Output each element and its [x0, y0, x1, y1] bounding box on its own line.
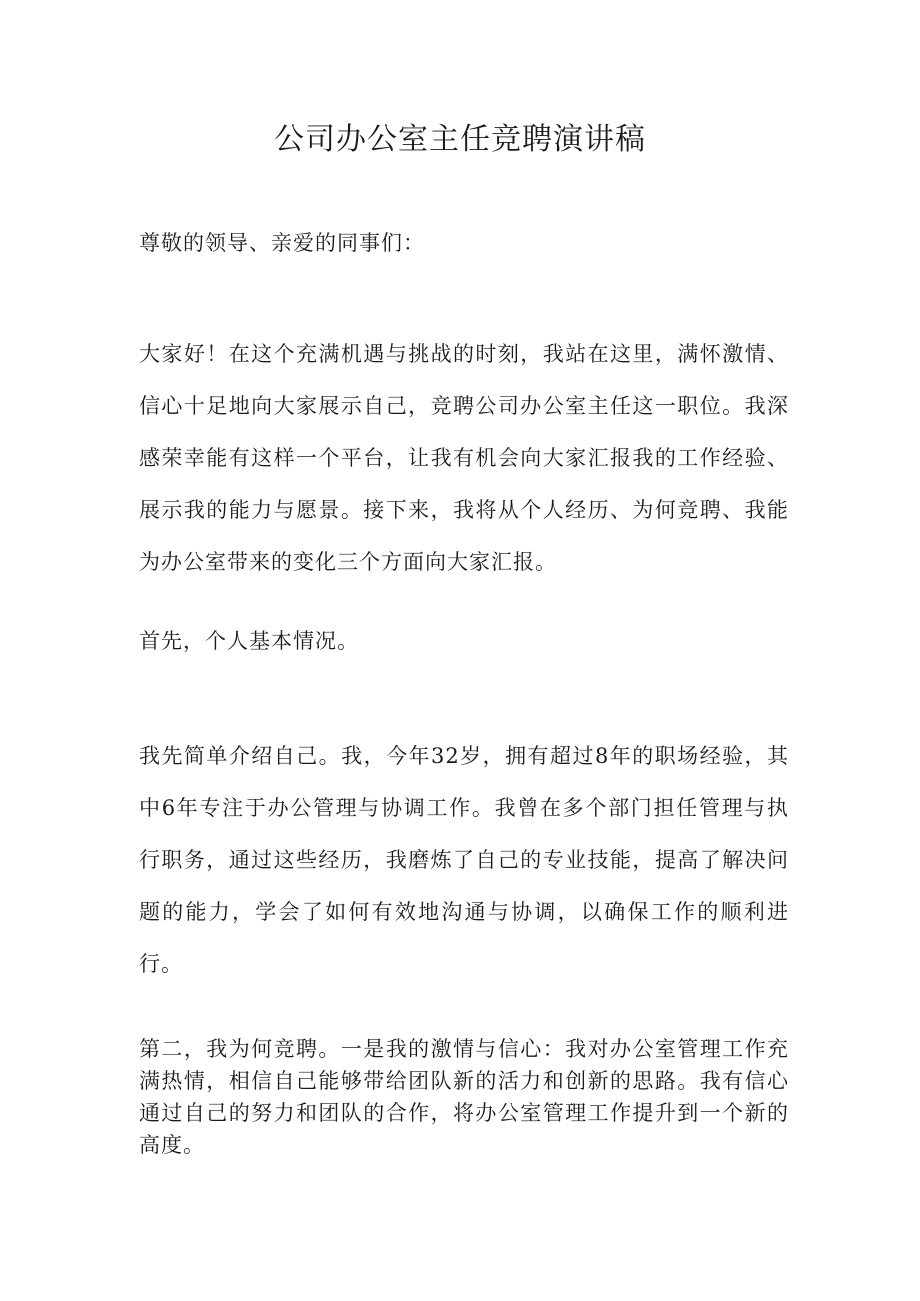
greeting-paragraph: 尊敬的领导、亲爱的同事们： — [139, 231, 425, 255]
personal-info-paragraph: 我先简单介绍自己。我，今年32岁，拥有超过8年的职场经验，其中6年专注于办公管理与协调工作。我曾在多个部门担任管理与执行职务，通过这些经历，我磨炼了自己的专业技能，提高了解决问题的能力，学会了如何有效地沟通与协调，以确保工作的顺利进行。 — [139, 744, 789, 976]
document-title: 公司办公室主任竞聘演讲稿 — [274, 122, 646, 157]
why-compete-paragraph: 第二，我为何竞聘。一是我的激情与信心：我对办公室管理工作充满热情，相信自己能够带给团队新的活力和创新的思路。我有信心通过自己的努力和团队的合作，将办公室管理工作提升到一个新的高度。 — [139, 1037, 789, 1157]
intro-paragraph: 大家好！在这个充满机遇与挑战的时刻，我站在这里，满怀激情、信心十足地向大家展示自己，竞聘公司办公室主任这一职位。我深感荣幸能有这样一个平台，让我有机会向大家汇报我的工作经验、展示我的能力与愿景。接下来，我将从个人经历、为何竞聘、我能为办公室带来的变化三个方面向大家汇报。 — [139, 342, 789, 574]
section-heading-first: 首先，个人基本情况。 — [139, 629, 359, 653]
